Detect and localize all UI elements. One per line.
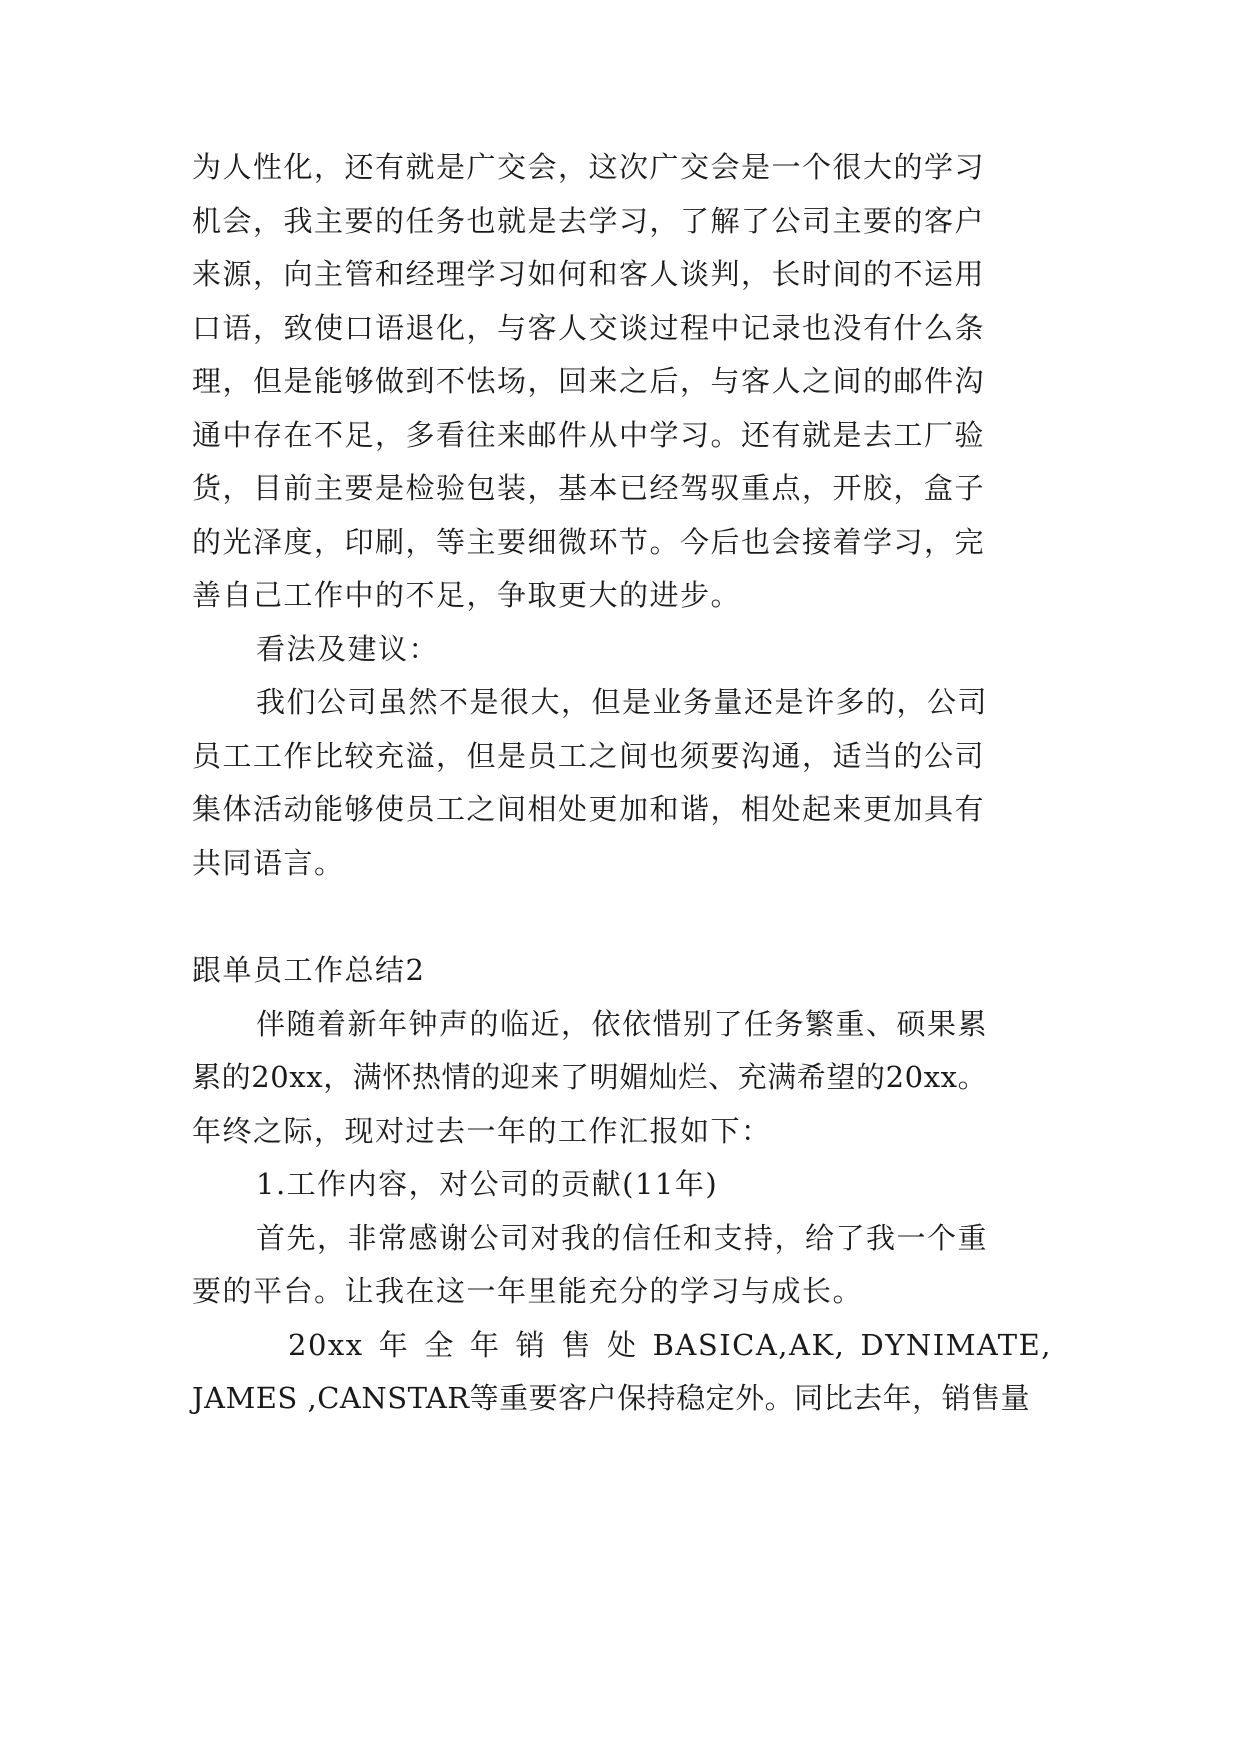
text-line: 累的20xx，满怀热情的迎来了明媚灿烂、充满希望的20xx。: [192, 1060, 988, 1094]
text-line: 机会，我主要的任务也就是去学习，了解了公司主要的客户: [192, 204, 986, 238]
text-line: 货，目前主要是检验包装，基本已经驾驭重点，开胶，盒子: [192, 471, 986, 505]
text-line: JAMES ,CANSTAR等重要客户保持稳定外。同比去年，销售量: [192, 1381, 1031, 1415]
text-line: 共同语言。: [192, 846, 345, 880]
text-line: 年终之际，现对过去一年的工作汇报如下：: [192, 1114, 772, 1148]
opinion-heading: 看法及建议：: [256, 632, 440, 666]
text-line: 伴随着新年钟声的临近，依依惜别了任务繁重、硕果累: [256, 1007, 989, 1041]
word: 销: [515, 1328, 547, 1362]
text-line: 为人性化，还有就是广交会，这次广交会是一个很大的学习: [192, 150, 986, 184]
word: 年: [378, 1328, 410, 1362]
word: 售: [561, 1328, 592, 1362]
text-line: 的光泽度，印刷，等主要细微环节。今后也会接着学习，完: [192, 525, 986, 559]
text-line: 口语，致使口语退化，与客人交谈过程中记录也没有什么条: [192, 311, 986, 345]
section-title: 跟单员工作总结2: [192, 953, 426, 987]
list-item-heading: 1.工作内容，对公司的贡献(11年): [256, 1167, 719, 1201]
text-line: 来源，向主管和经理学习如何和客人谈判，长时间的不运用: [192, 257, 986, 291]
word: DYNIMATE,: [860, 1328, 1052, 1362]
text-line: 通中存在不足，多看往来邮件从中学习。还有就是去工厂验: [192, 418, 986, 452]
text-line: 我们公司虽然不是很大，但是业务量还是许多的，公司: [256, 685, 989, 719]
word: 处: [606, 1328, 638, 1362]
text-line: 首先，非常感谢公司对我的信任和支持，给了我一个重: [256, 1221, 989, 1255]
text-line-justified: [288, 1325, 1052, 1365]
text-line: 要的平台。让我在这一年里能充分的学习与成长。: [192, 1274, 864, 1308]
word: 20xx: [288, 1328, 364, 1362]
text-line: 理，但是能够做到不怯场，回来之后，与客人之间的邮件沟: [192, 364, 986, 398]
word: 全: [424, 1328, 455, 1362]
text-line: 善自己工作中的不足，争取更大的进步。: [192, 578, 742, 612]
word: BASICA,AK,: [652, 1328, 846, 1362]
text-line: 集体活动能够使员工之间相处更加和谐，相处起来更加具有: [192, 792, 986, 826]
word: 年: [470, 1328, 501, 1362]
text-line: 员工工作比较充溢，但是员工之间也须要沟通，适当的公司: [192, 739, 986, 773]
